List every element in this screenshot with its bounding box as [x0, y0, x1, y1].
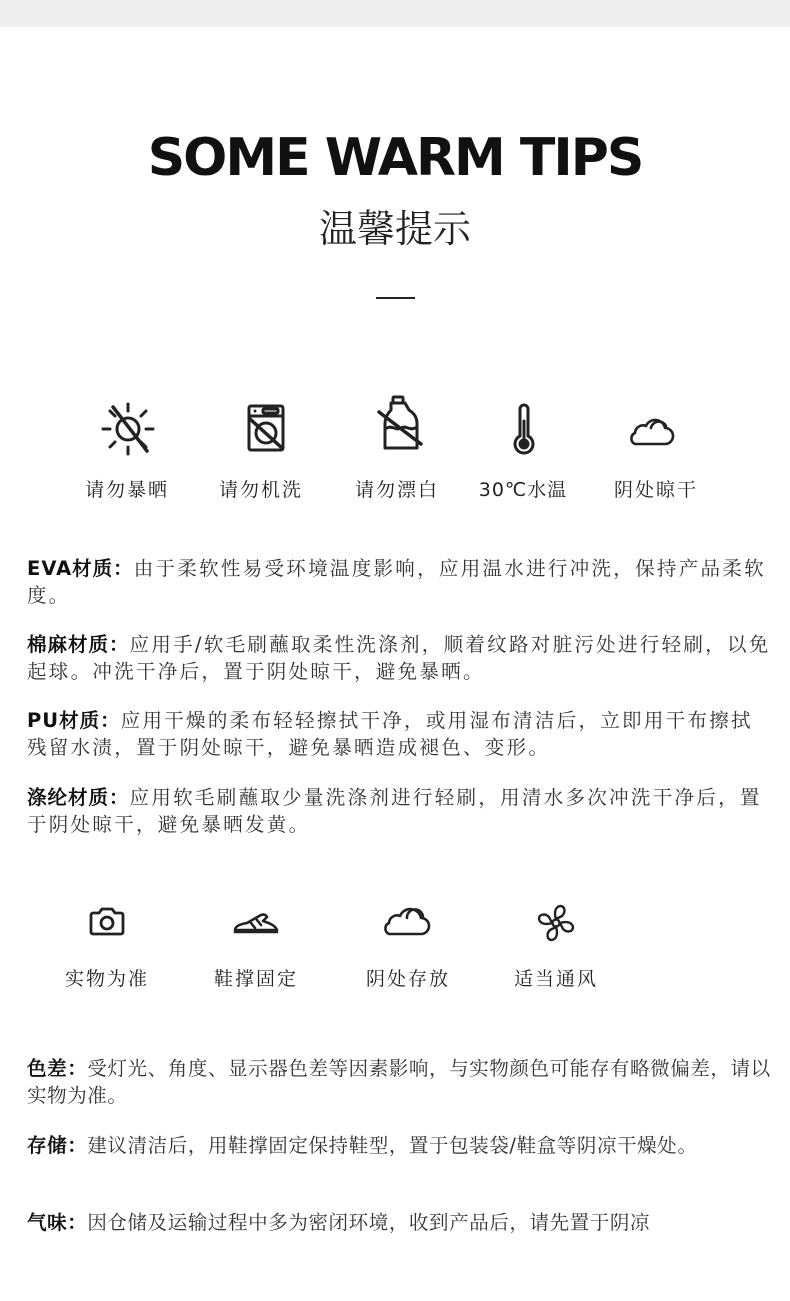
notice-label-actual-product: 实物为准	[64, 968, 149, 990]
cloud-icon	[615, 398, 683, 466]
note-storage	[27, 1132, 772, 1159]
cloud-icon	[371, 888, 439, 956]
notice-label-shoe-tree: 鞋撑固定	[213, 968, 298, 990]
no-machine-wash-icon	[232, 395, 300, 463]
top-bar	[0, 0, 790, 27]
care-label-no-sun: 请勿暴晒	[84, 479, 169, 501]
note-key: 气味：	[27, 1211, 88, 1234]
note-text: 因仓储及运输过程中多为密闭环境，收到产品后，请先置于阴凉	[87, 1211, 651, 1234]
care-label-no-machine-wash: 请勿机洗	[218, 479, 303, 501]
note-color-difference	[27, 1055, 772, 1109]
shoe-tree-icon	[221, 888, 289, 956]
no-sun-icon	[94, 395, 162, 463]
material-text: 应用软毛刷蘸取少量洗涤剂进行轻刷，用清水多次冲洗干净后，置于阴处晾干，避免暴晒发黄。	[27, 786, 762, 836]
material-cotton-linen	[27, 631, 772, 685]
material-pu	[27, 707, 772, 761]
notice-label-shade-storage: 阴处存放	[365, 968, 450, 990]
material-key: 棉麻材质：	[27, 633, 130, 656]
material-eva	[27, 555, 772, 609]
care-label-water-temp: 30℃水温	[478, 479, 568, 501]
material-text: 由于柔软性易受环境温度影响，应用温水进行冲洗，保持产品柔软度。	[27, 557, 766, 607]
material-polyester	[27, 784, 772, 838]
note-text: 建议清洁后，用鞋撑固定保持鞋型，置于包装袋/鞋盒等阴凉干燥处。	[87, 1134, 698, 1157]
thermometer-icon	[490, 395, 558, 463]
material-key: 涤纶材质：	[27, 786, 130, 809]
note-key: 色差：	[27, 1057, 88, 1080]
fan-icon	[522, 889, 590, 957]
camera-icon	[73, 888, 141, 956]
material-key: EVA材质：	[27, 557, 134, 580]
note-text: 受灯光、角度、显示器色差等因素影响，与实物颜色可能存有略微偏差，请以实物为准。	[27, 1057, 771, 1107]
title-divider	[376, 297, 415, 299]
material-text: 应用手/软毛刷蘸取柔性洗涤剂，顺着纹路对脏污处进行轻刷，以免起球。冲洗干净后，置于阴处晾干，避免暴晒。	[27, 633, 771, 683]
notice-label-ventilation: 适当通风	[513, 968, 598, 990]
care-label-shade-dry: 阴处晾干	[613, 479, 698, 501]
note-odor	[27, 1209, 772, 1236]
care-label-no-bleach: 请勿漂白	[354, 479, 439, 501]
material-key: PU材质：	[27, 709, 121, 732]
page-title-english: SOME WARM TIPS	[147, 128, 643, 188]
page-title-chinese: 温馨提示	[318, 207, 471, 251]
no-bleach-icon	[365, 392, 433, 460]
note-key: 存储：	[27, 1134, 88, 1157]
material-text: 应用干燥的柔布轻轻擦拭干净，或用湿布清洁后，立即用干布擦拭残留水渍，置于阴处晾干，避免暴晒造成褪色、变形。	[27, 709, 753, 759]
